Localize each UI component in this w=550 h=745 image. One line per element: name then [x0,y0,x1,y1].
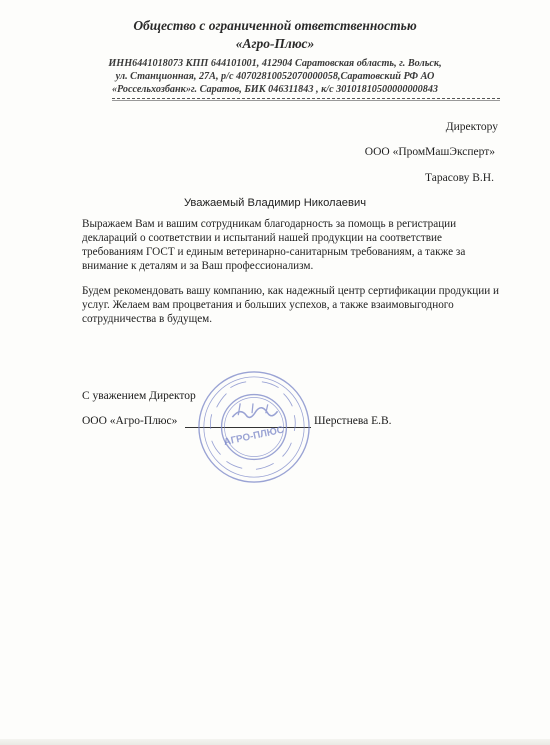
company-name-line1: Общество с ограниченной ответственностью [133,18,417,33]
salutation: Уважаемый Владимир Николаевич [183,197,367,209]
company-stamp-icon [195,368,313,486]
stamp-center-text: АГРО-ПЛЮС [222,424,285,449]
body-paragraph-1: Выражаем Вам и вашим сотрудникам благодарность за помощь в регистрации деклараций о соответствии и испытаний нашей продукции на соответствие требованиям ГОСТ и единым ветеринарно-санитарным требованиям, а также за внимание к деталям и за Ваш профессионализм. [82,218,466,272]
requisites-line2: ул. Станционная, 27А, р/с 40702810052070000058,Саратовский РФ АО [115,71,435,82]
signature-closing: С уважением Директор [82,390,196,402]
signature-name: Шерстнева Е.В. [314,415,392,427]
letterhead-divider-underline [112,100,500,101]
requisites-line1: ИНН6441018073 КПП 644101001, 412904 Саратовская область, г. Вольск, [108,58,442,69]
letterhead-divider [112,98,500,99]
requisites-line3: «Россельхозбанк»г. Саратов, БИК 046311843 , к/с 30101810500000000843 [111,84,439,95]
company-name-line2: «Агро-Плюс» [235,36,315,51]
scan-edge [0,739,550,745]
recipient-organization: ООО «ПромМашЭксперт» [364,146,495,158]
recipient-name: Тарасову В.Н. [425,172,494,184]
recipient-position: Директору [445,121,498,133]
signature-organization: ООО «Агро-Плюс» [82,415,178,427]
body-paragraph-2: Будем рекомендовать вашу компанию, как надежный центр сертификации продукции и услуг. Желаем вам процветания и больших успехов, а также взаимовыгодного сотрудничества в будущем. [82,285,499,325]
